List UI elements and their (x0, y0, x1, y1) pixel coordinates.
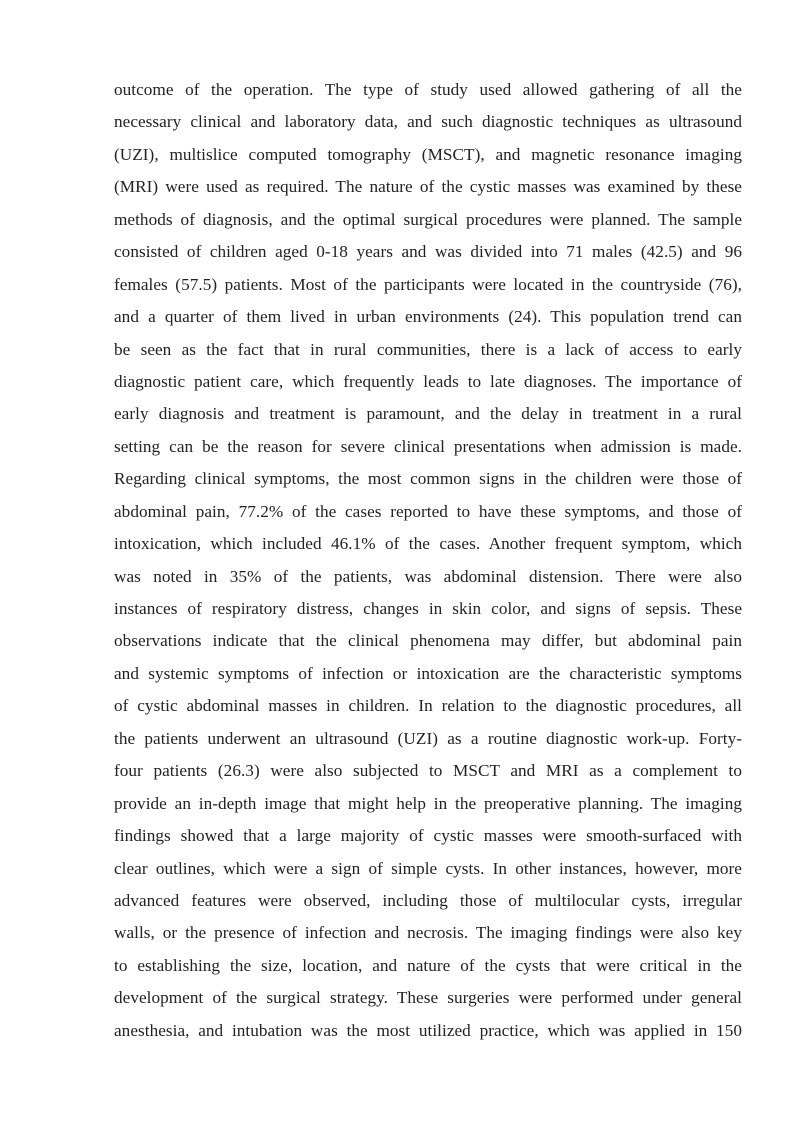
text-line: to establishing the size, location, and nature of the cysts that were critical in the (114, 955, 742, 975)
text-line: findings showed that a large majority of cystic masses were smooth-surfaced with (114, 826, 742, 846)
text-line: abdominal pain, 77.2% of the cases reported to have these symptoms, and those of (114, 501, 742, 521)
text-line: outcome of the operation. The type of study used allowed gathering of all the (114, 80, 742, 99)
text-line: instances of respiratory distress, changes in skin color, and signs of sepsis. These (114, 599, 742, 618)
text-line: intoxication, which included 46.1% of the cases. Another frequent symptom, which (114, 534, 742, 554)
text-line: and systemic symptoms of infection or intoxication are the characteristic symptoms (114, 663, 742, 683)
text-line: consisted of children aged 0-18 years and was divided into 71 males (42.5) and 96 (114, 242, 742, 262)
text-line: was noted in 35% of the patients, was abdominal distension. There were also (114, 566, 742, 586)
text-line: four patients (26.3) were also subjected to MSCT and MRI as a complement to (114, 761, 742, 781)
body-paragraph (114, 74, 742, 1047)
text-line: of cystic abdominal masses in children. In relation to the diagnostic procedures, all (114, 696, 742, 716)
text-line: provide an in-depth image that might help in the preoperative planning. The imaging (114, 793, 742, 813)
text-line: (MRI) were used as required. The nature of the cystic masses was examined by these (114, 177, 742, 197)
text-line: advanced features were observed, including those of multilocular cysts, irregular (114, 890, 742, 910)
text-line: diagnostic patient care, which frequently leads to late diagnoses. The importance of (114, 371, 742, 391)
text-line: early diagnosis and treatment is paramount, and the delay in treatment in a rural (114, 404, 742, 424)
text-line: development of the surgical strategy. These surgeries were performed under general (114, 988, 742, 1008)
text-line: observations indicate that the clinical phenomena may differ, but abdominal pain (114, 631, 742, 651)
text-line: Regarding clinical symptoms, the most common signs in the children were those of (114, 469, 742, 489)
text-line: females (57.5) patients. Most of the participants were located in the countryside (76), (114, 274, 742, 294)
text-line: (UZI), multislice computed tomography (MSCT), and magnetic resonance imaging (114, 144, 742, 164)
text-line: clear outlines, which were a sign of simple cysts. In other instances, however, more (114, 858, 742, 878)
text-line: be seen as the fact that in rural communities, there is a lack of access to early (114, 339, 742, 359)
text-line: walls, or the presence of infection and necrosis. The imaging findings were also key (114, 923, 742, 943)
text-line: setting can be the reason for severe clinical presentations when admission is made. (114, 436, 742, 456)
text-line: and a quarter of them lived in urban environments (24). This population trend can (114, 307, 742, 327)
text-line: anesthesia, and intubation was the most utilized practice, which was applied in 150 (114, 1020, 742, 1040)
text-line: methods of diagnosis, and the optimal surgical procedures were planned. The sample (114, 209, 742, 229)
text-line: the patients underwent an ultrasound (UZI) as a routine diagnostic work-up. Forty- (114, 728, 742, 748)
text-line: necessary clinical and laboratory data, and such diagnostic techniques as ultrasound (114, 112, 742, 132)
